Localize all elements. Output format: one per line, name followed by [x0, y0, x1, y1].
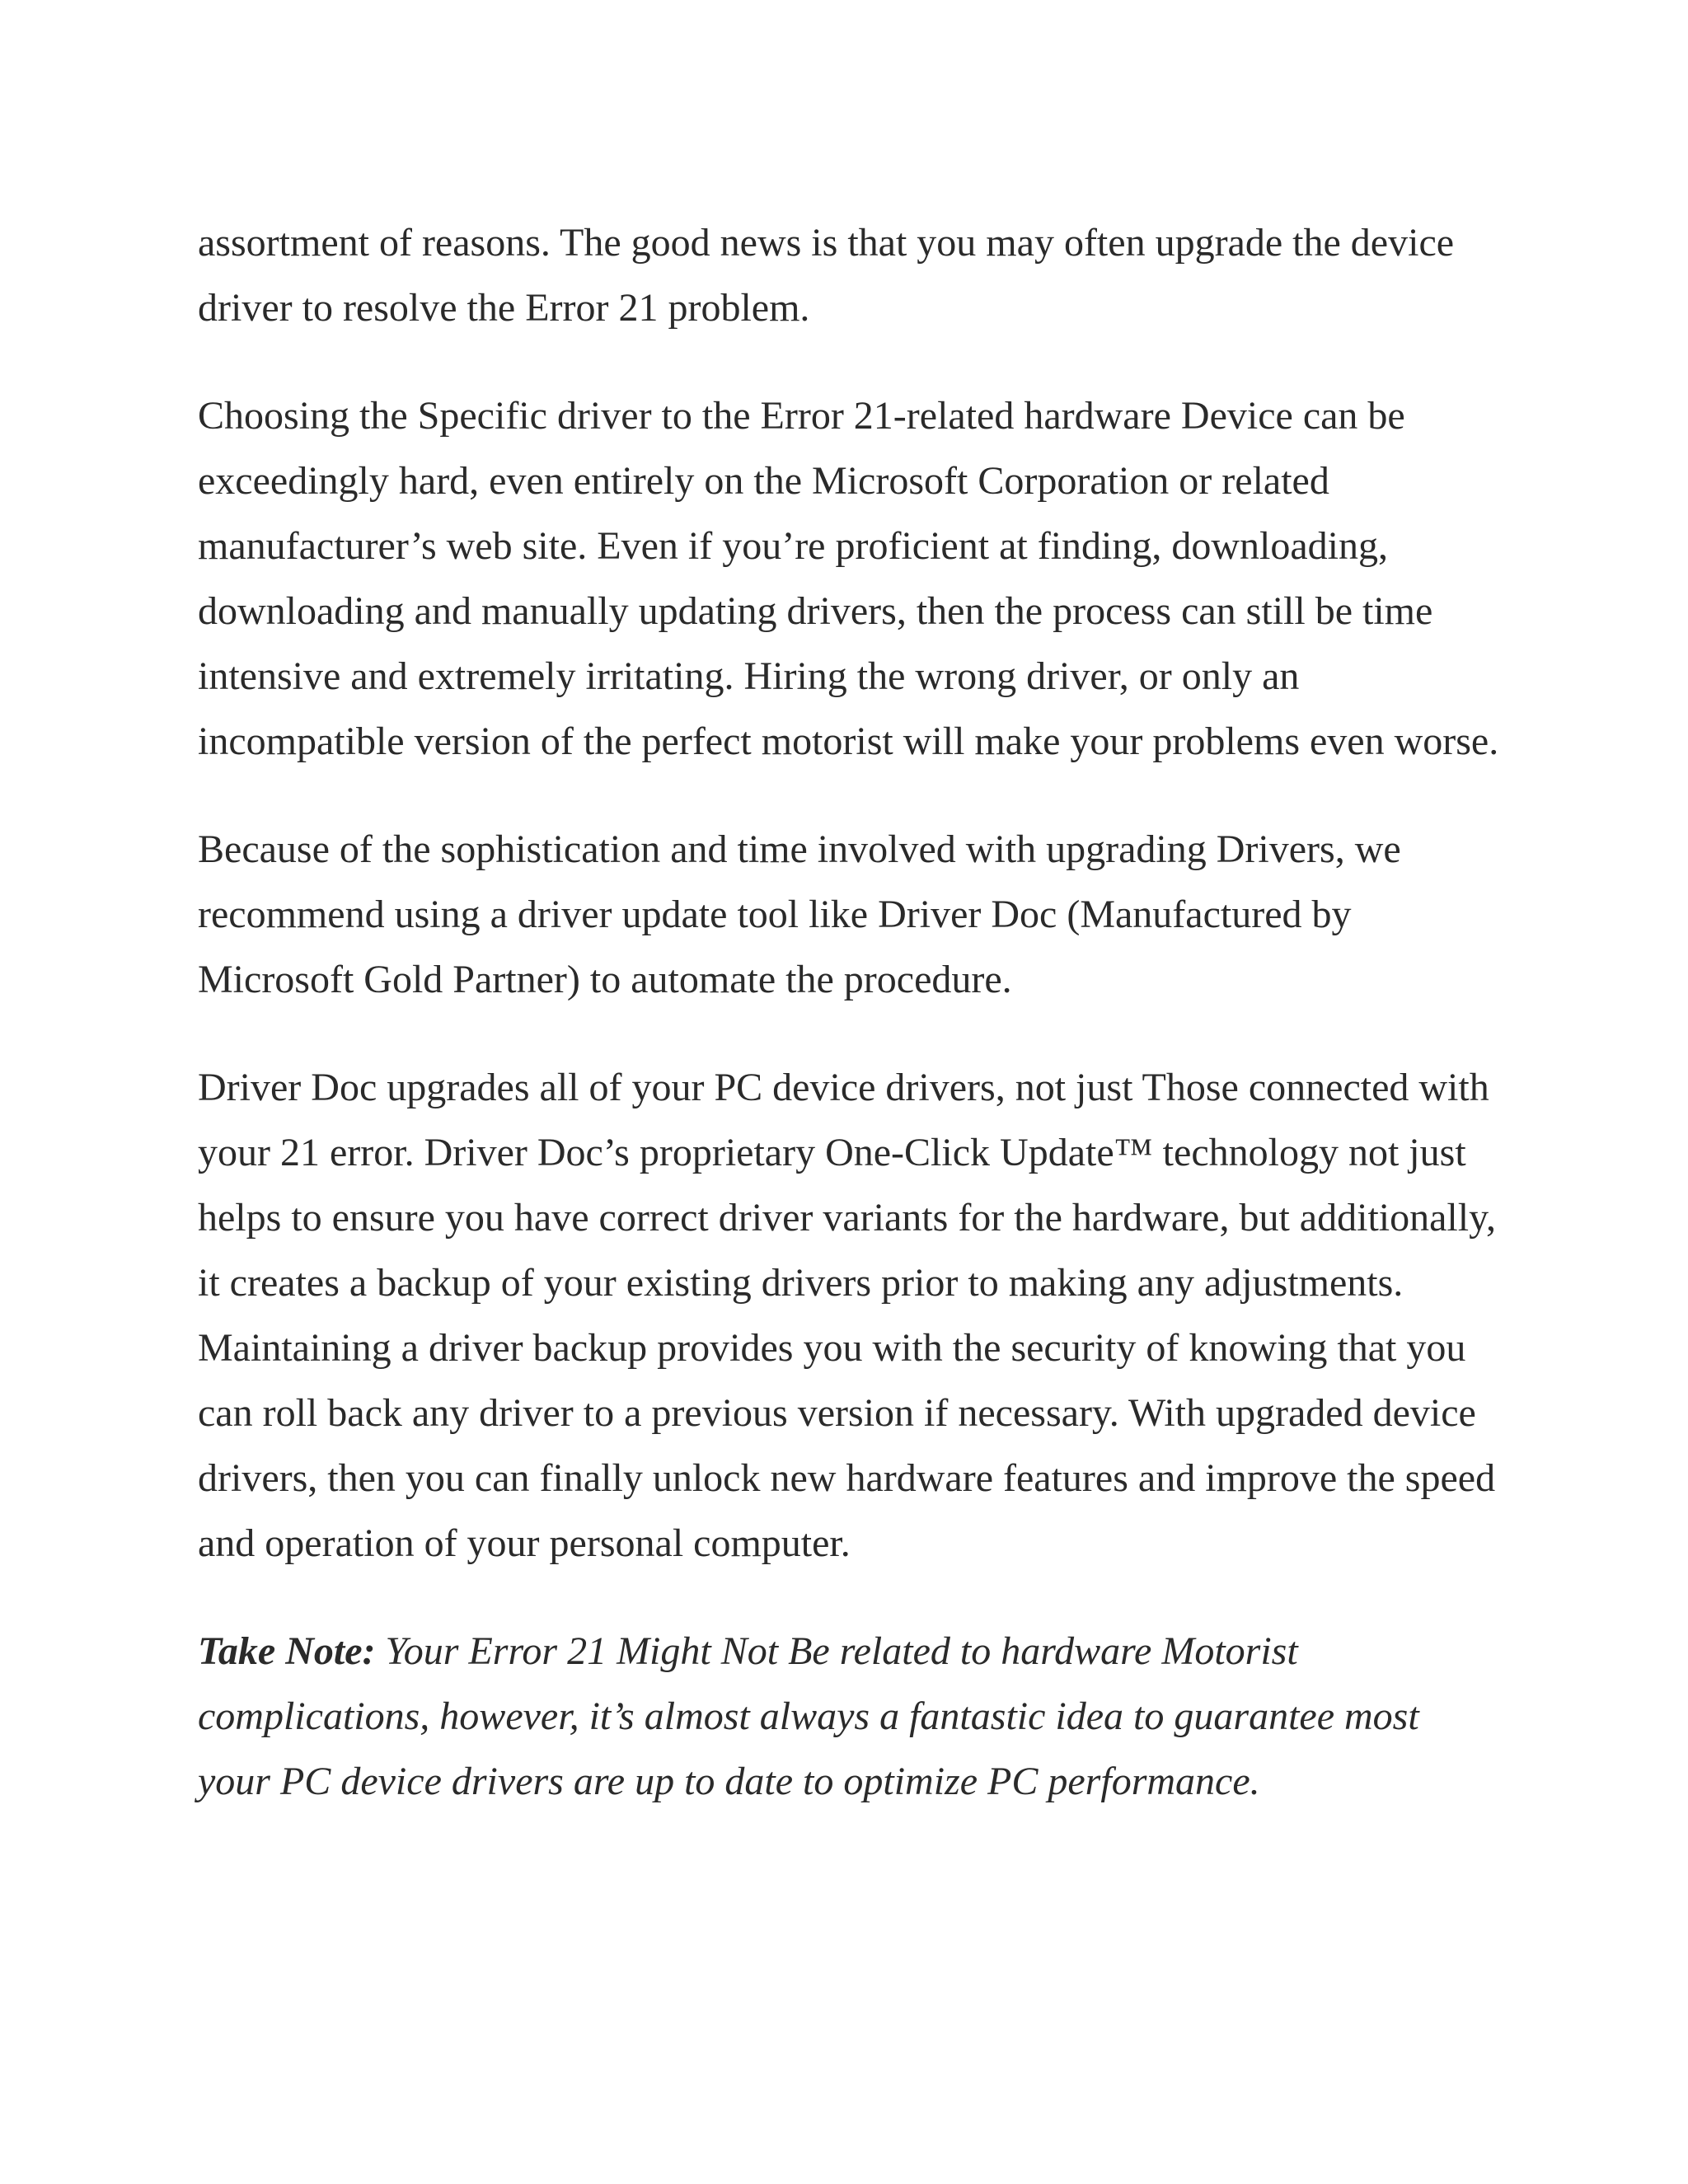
take-note-text: Your Error 21 Might Not Be related to hardware Motorist complications, however, it’s almost always a fantastic idea to guarantee most your PC device drivers are up to date to optimize PC performance. — [198, 1629, 1419, 1803]
paragraph-intro: assortment of reasons. The good news is that you may often upgrade the device driver to resolve the Error 21 problem. — [198, 221, 1455, 330]
paragraph-recommendation: Because of the sophistication and time involved with upgrading Drivers, we recommend using a driver update tool like Driver Doc (Manufactured by Microsoft Gold Partner) to automate the procedure. — [198, 827, 1401, 1001]
paragraph-choosing-driver: Choosing the Specific driver to the Error 21-related hardware Device can be exceedingly hard, even entirely on the Microsoft Corporation or related manufacturer’s web site. Even if you’re proficient at finding, downloading, downloading and manually updating drivers, then the process can still be time intensive and extremely irritating. Hiring the wrong driver, or only an incompatible version of the perfect motorist will make your problems even worse. — [198, 394, 1499, 763]
take-note — [198, 1619, 1500, 1814]
paragraph-driver-doc: Driver Doc upgrades all of your PC device drivers, not just Those connected with your 21 error. Driver Doc’s proprietary One-Click Update™ technology not just helps to ensure you have correct driver variants for the hardware, but additionally, it creates a backup of your existing drivers prior to making any adjustments. Maintaining a driver backup provides you with the security of knowing that you can roll back any driver to a previous version if necessary. With upgraded device drivers, then you can finally unlock new hardware features and improve the speed and operation of your personal computer. — [198, 1066, 1496, 1565]
take-note-label: Take Note: — [198, 1629, 376, 1673]
document-body — [198, 210, 1500, 1814]
